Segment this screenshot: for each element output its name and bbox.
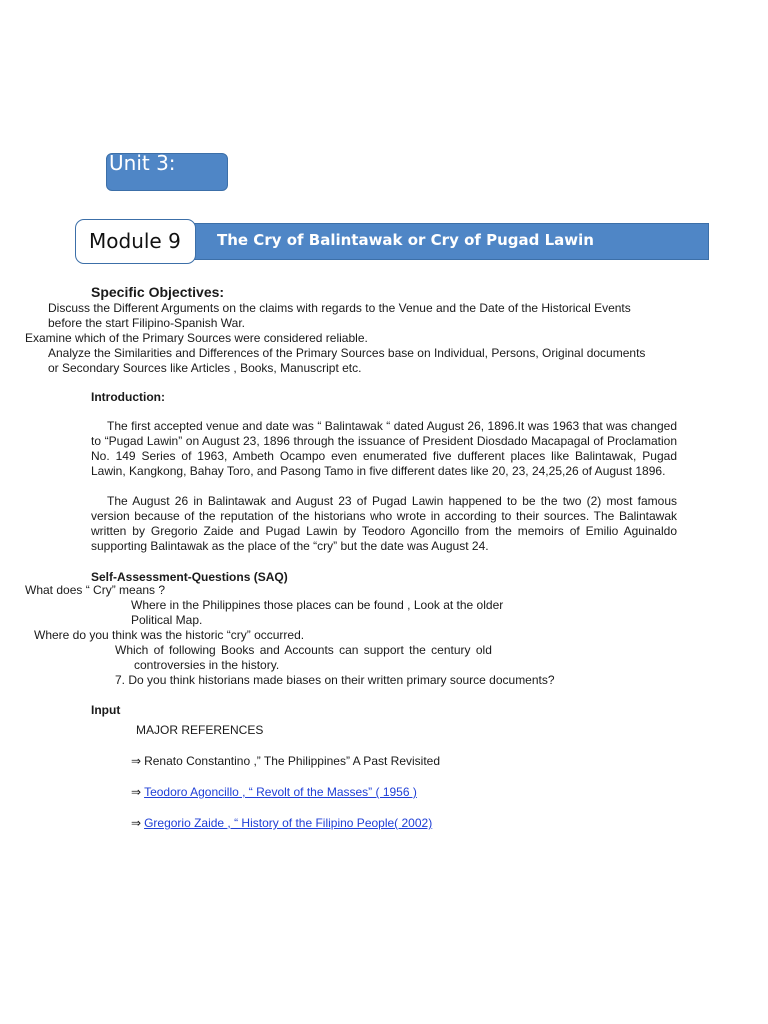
saq-heading: Self-Assessment-Questions (SAQ)	[91, 570, 288, 584]
saq-line: controversies in the history.	[134, 658, 280, 672]
arrow-right-icon: ⇒	[131, 785, 142, 799]
arrow-right-icon: ⇒	[131, 816, 142, 830]
reference-link-agoncillo[interactable]: Teodoro Agoncillo , “ Revolt of the Masses” ( 1956 )	[144, 785, 417, 799]
saq-line: What does “ Cry” means ?	[25, 583, 166, 597]
introduction-paragraph-2: The August 26 in Balintawak and August 23 of Pugad Lawin happened to be the two (2) most famous version because of the reputation of the historians who wrote in according to their sources. The Balintawak written by Gregorio Zaide and Pugad Lawin by Teodoro Agoncillo from the memoirs of Emilio Aguinaldo supporting Balintawak as the place of the “cry” but the date was August 24.	[91, 494, 677, 553]
saq-line: Where in the Philippines those places can be found , Look at the older	[131, 598, 504, 612]
reference-text: Renato Constantino ,” The Philippines” A Past Revisited	[144, 754, 441, 768]
reference-item	[131, 754, 440, 769]
saq-line: Where do you think was the historic “cry” occurred.	[34, 628, 305, 642]
module-title: The Cry of Balintawak or Cry of Pugad Lawin	[217, 231, 594, 249]
unit-title: Unit 3:	[109, 151, 176, 175]
reference-item	[131, 816, 432, 831]
introduction-heading: Introduction:	[91, 390, 165, 404]
arrow-right-icon: ⇒	[131, 754, 142, 768]
reference-item	[131, 785, 417, 800]
objective-line: Discuss the Different Arguments on the claims with regards to the Venue and the Date of the Historical Events	[48, 301, 631, 315]
objective-line: Analyze the Similarities and Differences of the Primary Sources base on Individual, Persons, Original documents	[48, 346, 646, 360]
objective-line: or Secondary Sources like Articles , Books, Manuscript etc.	[48, 361, 362, 375]
major-references-heading: MAJOR REFERENCES	[136, 723, 264, 737]
objectives-heading: Specific Objectives:	[91, 284, 225, 300]
input-heading: Input	[91, 703, 121, 717]
saq-line: 7. Do you think historians made biases on their written primary source documents?	[115, 673, 555, 687]
objective-line: Examine which of the Primary Sources were considered reliable.	[25, 331, 368, 345]
module-label: Module 9	[89, 229, 181, 253]
introduction-paragraph-1: The first accepted venue and date was “ Balintawak “ dated August 26, 1896.It was 1963 that was changed to “Pugad Lawin” on August 23, 1896 through the issuance of President Diosdado Macapagal of Proclamation No. 149 Series of 1963, Ambeth Ocampo even enumerated five dufferent places like Balintawak, Pugad Lawin, Kangkong, Bahay Toro, and Pasong Tamo in five different dates like 20, 23, 24,25,26 of August 1896.	[91, 419, 677, 478]
saq-line: Political Map.	[131, 613, 203, 627]
reference-link-zaide[interactable]: Gregorio Zaide , “ History of the Filipino People( 2002)	[144, 816, 433, 830]
objective-line: before the start Filipino-Spanish War.	[48, 316, 245, 330]
saq-line: Which of following Books and Accounts can support the century old	[115, 643, 492, 657]
